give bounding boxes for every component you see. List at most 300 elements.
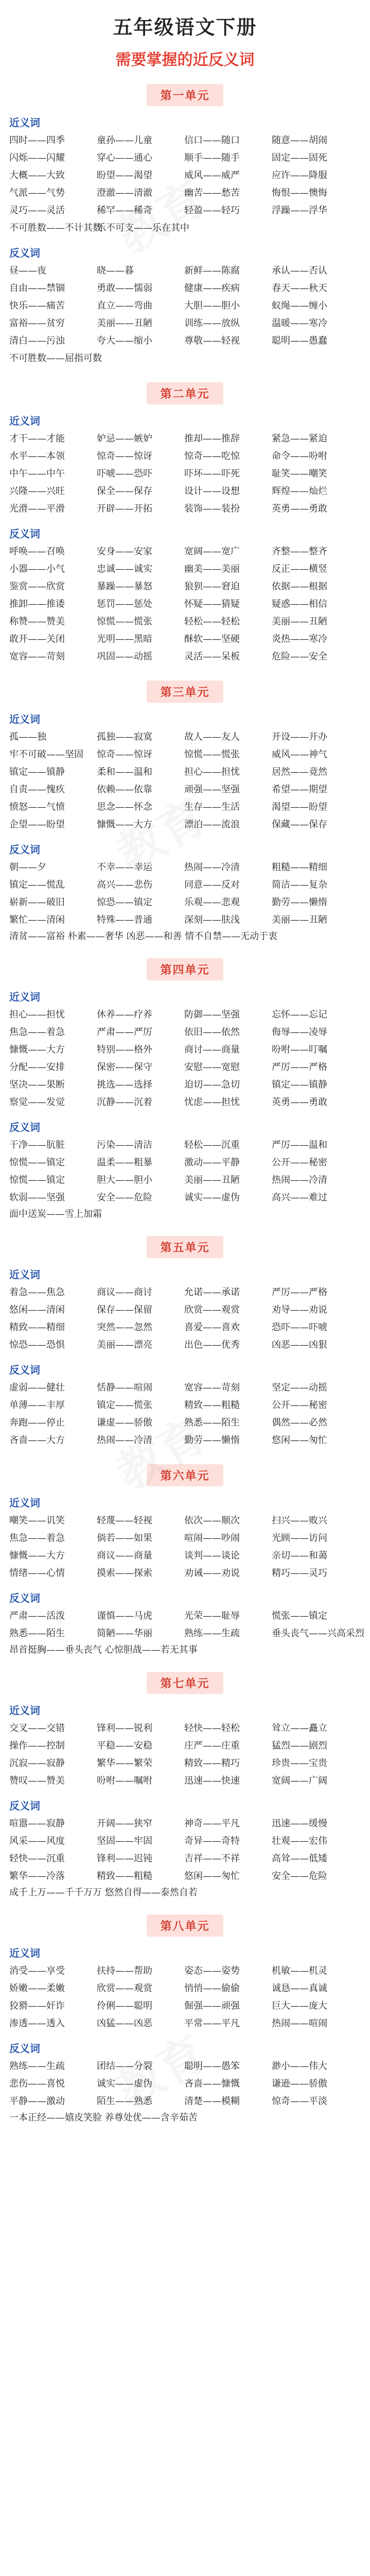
word-pair: 诚实——虚伪 (97, 2078, 152, 2089)
synonyms-label: 近义词 (9, 991, 40, 1003)
word-pair: 高耸——低矮 (272, 1853, 327, 1864)
word-pair: 劝诫——劝说 (184, 1568, 240, 1579)
word-pair: 轻盈——轻巧 (184, 205, 240, 216)
word-pair: 耻笑——嘲笑 (272, 468, 327, 479)
word-pair: 沉寂——寂静 (9, 1758, 65, 1769)
word-pair: 巩固——动摇 (97, 651, 152, 662)
word-pair: 软弱——坚强 (9, 1192, 65, 1203)
word-pair: 渴望——盼望 (272, 802, 327, 812)
word-pair: 奔跑——停止 (9, 1417, 65, 1428)
word-pair: 巨大——庞大 (272, 2001, 327, 2011)
word-pair: 公开——秘密 (272, 1157, 327, 1168)
antonyms-label: 反义词 (9, 2042, 40, 2055)
word-pair-list (9, 133, 361, 238)
word-pair-list (9, 1285, 361, 1354)
word-pair: 热闹——喧闹 (272, 2018, 327, 2029)
word-pair: 清楚——模糊 (184, 2096, 240, 2107)
word-pair: 不可胜数——屈指可数 (9, 353, 102, 364)
word-pair: 粗糙——精细 (272, 862, 327, 873)
word-pair: 熟悉——陌生 (9, 1628, 65, 1639)
word-pair: 水平——本领 (9, 451, 65, 462)
word-pair: 精致——粗糙 (97, 1871, 152, 1882)
word-pair: 光明——黑暗 (97, 634, 152, 645)
word-pair: 扶持——帮助 (97, 1965, 152, 1976)
word-pair: 珍贵——宝贵 (272, 1758, 327, 1769)
word-pair: 疑惑——相信 (272, 599, 327, 609)
word-pair: 热闹——冷清 (272, 1175, 327, 1185)
word-pair: 惊奇——平淡 (272, 2096, 327, 2107)
word-pair: 温暖——寒冷 (272, 318, 327, 329)
word-pair: 悠闲——匆忙 (272, 1435, 327, 1446)
unit-title: 第二单元 (147, 382, 223, 404)
word-pair: 简陋——华丽 (97, 1628, 152, 1639)
word-pair: 渗透——透入 (9, 2018, 65, 2029)
word-pair: 严厉——温和 (272, 1140, 327, 1150)
word-pair: 操作——控制 (9, 1740, 65, 1751)
word-pair-list (9, 1609, 364, 1643)
unit-header (9, 84, 361, 106)
word-pair: 健康——疾病 (184, 283, 240, 294)
word-pair: 胆大——胆小 (97, 1175, 152, 1185)
word-pair: 酥软——坚硬 (184, 634, 240, 645)
unit-header (9, 681, 361, 703)
word-pair: 保密——保守 (97, 1062, 152, 1073)
word-pair: 迅速——缓慢 (272, 1818, 327, 1829)
word-pair: 严厉——严格 (272, 1287, 327, 1298)
word-pair: 灵活——呆板 (184, 651, 240, 662)
word-pair: 迅速——快速 (184, 1775, 240, 1786)
word-pair: 威风——神气 (272, 749, 327, 760)
word-pair: 愤怒——气愤 (9, 802, 65, 812)
word-pair: 忘怀——忘记 (272, 1009, 327, 1020)
unit-section (9, 1672, 361, 1900)
word-pair: 装饰——装扮 (184, 503, 240, 514)
unit-section (9, 681, 361, 944)
word-pair: 依旧——依然 (184, 1027, 240, 1038)
extra-pairs: 昂首挺胸——垂头丧气 心惊胆战——若无其事 (9, 1645, 198, 1655)
word-pair: 喧闹——吵闹 (184, 1533, 240, 1544)
word-pair: 轻快——轻松 (184, 1723, 240, 1734)
word-pair: 惊慌——镇定 (9, 1175, 65, 1185)
antonyms-label: 反义词 (9, 1121, 40, 1133)
word-pair: 希望——期望 (272, 784, 327, 795)
word-pair: 穿心——通心 (97, 152, 152, 163)
word-pair: 小器——小气 (9, 564, 65, 574)
word-pair-list (9, 1514, 361, 1583)
word-pair: 澄澈——清澈 (97, 188, 152, 198)
word-pair: 闪烁——闪耀 (9, 152, 65, 163)
word-pair: 诚恳——真诚 (272, 1983, 327, 1994)
word-pair: 摸索——探索 (97, 1568, 152, 1579)
word-pair: 训练——放纵 (184, 318, 240, 329)
word-pair: 孤独——寂寞 (97, 732, 152, 742)
word-pair: 勤劳——懒惰 (272, 897, 327, 908)
word-pair: 焦急——着急 (9, 1027, 65, 1038)
word-pair: 崭新——破旧 (9, 897, 65, 908)
word-pair: 防御——坚强 (184, 1009, 240, 1020)
word-pair: 妒忌——嫉妒 (97, 433, 152, 444)
word-pair: 商讨——商量 (184, 1044, 240, 1055)
word-pair: 故人——友人 (184, 732, 240, 742)
word-pair: 伶俐——聪明 (97, 2001, 152, 2011)
word-pair: 恐吓——吓唬 (272, 1322, 327, 1333)
word-pair: 昼——夜 (9, 265, 46, 276)
word-pair-list (9, 860, 361, 929)
synonyms-label: 近义词 (9, 1268, 40, 1281)
word-pair: 着急——焦急 (9, 1287, 65, 1298)
word-pair: 出色——优秀 (184, 1340, 240, 1350)
word-pair: 察觉——发觉 (9, 1097, 65, 1108)
word-pair: 沉静——沉着 (97, 1097, 152, 1108)
word-pair: 偶然——必然 (272, 1417, 327, 1428)
word-pair: 锋利——锐利 (97, 1723, 152, 1734)
word-pair: 乐不可支——乐在其中 (97, 223, 189, 233)
unit-section (9, 382, 361, 666)
word-pair: 宽容——苛刻 (184, 1382, 240, 1393)
word-pair: 繁华——冷落 (9, 1871, 65, 1882)
word-pair: 悠闲——清闲 (9, 1304, 65, 1315)
word-pair: 风采——风度 (9, 1836, 65, 1846)
word-pair: 生存——生活 (184, 802, 240, 812)
word-pair: 快乐——痛苦 (9, 300, 65, 311)
word-pair: 夸大——缩小 (97, 335, 152, 346)
word-pair: 特别——格外 (97, 1044, 152, 1055)
word-pair: 倘若——如果 (97, 1533, 152, 1544)
word-pair: 平稳——安稳 (97, 1740, 152, 1751)
word-pair: 慌张——镇定 (272, 1611, 327, 1621)
word-pair: 慷慨——大方 (97, 819, 152, 830)
word-pair: 镇定——慌张 (97, 1400, 152, 1411)
word-pair: 乐观——悲观 (184, 897, 240, 908)
word-pair: 污染——清洁 (97, 1140, 152, 1150)
antonyms-label: 反义词 (9, 843, 40, 856)
word-pair: 恬静——喧闹 (97, 1382, 152, 1393)
word-pair: 光滑——平滑 (9, 503, 65, 514)
word-pair: 鉴赏——欣赏 (9, 581, 65, 592)
word-pair: 交叉——交错 (9, 1723, 65, 1734)
word-pair: 庄严——庄重 (184, 1740, 240, 1751)
word-pair: 侮辱——凌辱 (272, 1027, 327, 1038)
word-pair: 春天——秋天 (272, 283, 327, 294)
unit-title: 第三单元 (147, 681, 223, 703)
word-pair: 虚弱——健壮 (9, 1382, 65, 1393)
word-pair: 单薄——丰厚 (9, 1400, 65, 1411)
word-pair: 兴隆——兴旺 (9, 486, 65, 497)
word-pair: 挑选——选择 (97, 1079, 152, 1090)
word-pair: 宽阔——宽广 (184, 546, 240, 557)
word-pair: 允诺——承诺 (184, 1287, 240, 1298)
word-pair: 商议——商讨 (97, 1287, 152, 1298)
word-pair: 中午——中午 (9, 468, 65, 479)
antonyms-label: 反义词 (9, 1592, 40, 1604)
word-pair: 齐整——整齐 (272, 546, 327, 557)
word-pair: 英勇——勇敢 (272, 1097, 327, 1108)
word-pair: 灵巧——灵活 (9, 205, 65, 216)
word-pair: 谈判——谈论 (184, 1550, 240, 1561)
word-pair: 呼唤——召唤 (9, 546, 65, 557)
word-pair: 高兴——难过 (272, 1192, 327, 1203)
word-pair: 敢开——关闭 (9, 634, 65, 645)
word-pair: 柔和——温和 (97, 767, 152, 777)
word-pair: 开设——开办 (272, 732, 327, 742)
antonyms-label: 反义词 (9, 528, 40, 540)
word-pair: 吉祥——不祥 (184, 1853, 240, 1864)
word-pair: 忧虑——担忧 (184, 1097, 240, 1108)
word-pair: 辉煌——灿烂 (272, 486, 327, 497)
word-pair: 轻松——沉重 (184, 1140, 240, 1150)
word-pair: 富裕——贫穷 (9, 318, 65, 329)
word-pair: 开阔——狭窄 (97, 1818, 152, 1829)
word-pair: 严肃——严厉 (97, 1027, 152, 1038)
word-pair: 命令——吩咐 (272, 451, 327, 462)
word-pair: 凶恶——凶狠 (272, 1340, 327, 1350)
word-pair: 扫兴——败兴 (272, 1515, 327, 1526)
word-pair: 固定——固死 (272, 152, 327, 163)
word-pair: 美丽——丑陋 (184, 1175, 240, 1185)
antonyms-label: 反义词 (9, 1364, 40, 1376)
word-pair: 悲伤——喜悦 (9, 2078, 65, 2089)
word-pair: 顽强——坚强 (184, 784, 240, 795)
unit-header (9, 382, 361, 404)
word-pair: 狼狈——窘迫 (184, 581, 240, 592)
word-pair: 团结——分裂 (97, 2061, 152, 2072)
word-pair: 朝——夕 (9, 862, 46, 873)
word-pair: 渺小——伟大 (272, 2061, 327, 2072)
word-pair: 勇敢——懦弱 (97, 283, 152, 294)
word-pair: 美丽——漂亮 (97, 1340, 152, 1350)
word-pair: 娇嫩——柔嫩 (9, 1983, 65, 1994)
unit-section (9, 84, 361, 368)
word-pair: 平静——激动 (9, 2096, 65, 2107)
word-pair: 光荣——耻辱 (184, 1611, 240, 1621)
word-pair: 孤——独 (9, 732, 46, 742)
word-pair: 牢不可破——坚固 (9, 749, 83, 760)
word-pair: 企望——盼望 (9, 819, 65, 830)
word-pair: 美丽——丑陋 (272, 616, 327, 627)
word-pair: 吩咐——叮嘱 (272, 1044, 327, 1055)
synonyms-label: 近义词 (9, 415, 40, 427)
word-pair: 谦逊——骄傲 (272, 2078, 327, 2089)
unit-header (9, 1914, 361, 1937)
word-pair: 热闹——冷清 (97, 1435, 152, 1446)
word-pair: 惊慌——镇定 (9, 1157, 65, 1168)
word-pair: 童孙——儿童 (97, 135, 152, 146)
unit-title: 第七单元 (147, 1672, 223, 1694)
word-pair: 神奇——平凡 (184, 1818, 240, 1829)
word-pair: 吝啬——慷慨 (184, 2078, 240, 2089)
word-pair: 熟悉——陌生 (184, 1417, 240, 1428)
word-pair: 担心——担忧 (184, 767, 240, 777)
extra-pairs: 一本正经——嬉皮笑脸 养尊处优——含辛茹苦 (9, 2112, 198, 2123)
word-pair: 机敏——机灵 (272, 1965, 327, 1976)
word-pair: 吓坏——吓死 (184, 468, 240, 479)
word-pair: 美丽——丑陋 (97, 318, 152, 329)
word-pair: 猛烈——剧烈 (272, 1740, 327, 1751)
word-pair: 喧嚣——寂静 (9, 1818, 65, 1829)
word-pair: 锋利——迟钝 (97, 1853, 152, 1864)
word-pair: 轻松——轻松 (184, 616, 240, 627)
word-pair: 惊恐——恐惧 (9, 1340, 65, 1350)
unit-title: 第一单元 (147, 84, 223, 106)
word-pair: 安身——安家 (97, 546, 152, 557)
unit-section (9, 1914, 361, 2125)
unit-header (9, 958, 361, 980)
extra-pairs: 清贫——富裕 朴素——奢华 凶恶——和善 情不自禁——无动于衷 (9, 931, 278, 942)
word-pair: 怀疑——猜疑 (184, 599, 240, 609)
word-pair: 深刻——肤浅 (184, 914, 240, 925)
word-pair: 喜爱——喜欢 (184, 1322, 240, 1333)
word-pair-list (9, 1964, 361, 2033)
word-pair: 慷慨——大方 (9, 1044, 65, 1055)
word-pair: 轻蔑——轻视 (97, 1515, 152, 1526)
word-pair: 称赞——赞美 (9, 616, 65, 627)
word-pair: 吓唬——恐吓 (97, 468, 152, 479)
word-pair: 危险——安全 (272, 651, 327, 662)
word-pair: 镇定——慌乱 (9, 879, 65, 890)
word-pair: 开辟——开拓 (97, 503, 152, 514)
word-pair: 思念——怀念 (97, 802, 152, 812)
word-pair: 特殊——普通 (97, 914, 152, 925)
extra-pairs: 面中送炭——雪上加霜 (9, 1209, 102, 1219)
word-pair: 随意——胡闹 (272, 135, 327, 146)
word-pair: 垂头丧气——兴高采烈 (272, 1628, 364, 1639)
word-pair: 悄悄——偷偷 (184, 1983, 240, 1994)
word-pair: 欣赏——观赏 (184, 1304, 240, 1315)
word-pair: 威风——威严 (184, 170, 240, 181)
word-pair: 美丽——丑陋 (272, 914, 327, 925)
word-pair: 大胆——胆小 (184, 300, 240, 311)
word-pair: 蚁绳——缠小 (272, 300, 327, 311)
word-pair: 陌生——熟悉 (97, 2096, 152, 2107)
word-pair: 惊奇——惊讶 (97, 451, 152, 462)
word-pair: 精巧——灵巧 (272, 1568, 327, 1579)
word-pair: 幽美——美丽 (184, 564, 240, 574)
word-pair: 宽阔——广阔 (272, 1775, 327, 1786)
word-pair: 简洁——复杂 (272, 879, 327, 890)
word-pair: 迫切——急切 (184, 1079, 240, 1090)
synonyms-label: 近义词 (9, 1497, 40, 1509)
word-pair: 熟练——生疏 (184, 1628, 240, 1639)
word-pair-list (9, 545, 361, 666)
unit-title: 第五单元 (147, 1236, 223, 1258)
word-pair: 干净——肮脏 (9, 1140, 65, 1150)
word-pair: 惩罚——惩处 (97, 599, 152, 609)
word-pair: 反正——横竖 (272, 564, 327, 574)
word-pair: 暴躁——暴怒 (97, 581, 152, 592)
word-pair: 壮观——宏伟 (272, 1836, 327, 1846)
word-pair: 紧急——紧迫 (272, 433, 327, 444)
word-pair-list (9, 432, 361, 518)
page-title: 五年级语文下册 (113, 15, 257, 39)
word-pair: 慷慨——大方 (9, 1550, 65, 1561)
word-pair: 炎热——寒冷 (272, 634, 327, 645)
word-pair: 公开——秘密 (272, 1400, 327, 1411)
word-pair-list (9, 1008, 361, 1112)
word-pair: 新鲜——陈腐 (184, 265, 240, 276)
word-pair: 镇定——镇静 (9, 767, 65, 777)
word-pair: 轻快——沉重 (9, 1853, 65, 1864)
unit-header (9, 1464, 361, 1486)
word-pair: 保藏——保存 (272, 819, 327, 830)
word-pair: 奇异——奇特 (184, 1836, 240, 1846)
word-pair: 凶猛——凶恶 (97, 2018, 152, 2029)
word-pair: 勤劳——懒惰 (184, 1435, 240, 1446)
word-pair-list (9, 1721, 361, 1790)
units-container (0, 84, 370, 2125)
synonyms-label: 近义词 (9, 116, 40, 129)
word-pair: 精致——精细 (9, 1322, 65, 1333)
word-pair: 谨慎——马虎 (97, 1611, 152, 1621)
word-pair: 吩咐——嘱咐 (97, 1775, 152, 1786)
word-pair: 居然——竟然 (272, 767, 327, 777)
word-pair-list (9, 1381, 361, 1450)
header (0, 0, 370, 70)
word-pair: 惊恐——镇定 (97, 897, 152, 908)
word-pair: 依次——顺次 (184, 1515, 240, 1526)
word-pair: 严厉——严格 (272, 1062, 327, 1073)
word-pair: 惊慌——慌张 (184, 749, 240, 760)
word-pair: 赞叹——赞美 (9, 1775, 65, 1786)
word-pair: 聪明——愚蠢 (272, 335, 327, 346)
word-pair: 四时——四季 (9, 135, 65, 146)
word-pair: 坚定——动摇 (272, 1382, 327, 1393)
word-pair: 保全——保存 (97, 486, 152, 497)
word-pair: 才干——才能 (9, 433, 65, 444)
word-pair: 不幸——幸运 (97, 862, 152, 873)
word-pair: 聪明——愚笨 (184, 2061, 240, 2072)
word-pair: 承认——否认 (272, 265, 327, 276)
word-pair: 亲切——和蔼 (272, 1550, 327, 1561)
word-pair: 保存——保留 (97, 1304, 152, 1315)
word-pair: 安全——危险 (272, 1871, 327, 1882)
word-pair: 惊奇——惊讶 (97, 749, 152, 760)
word-pair: 分配——安排 (9, 1062, 65, 1073)
word-pair: 安全——危险 (97, 1192, 152, 1203)
word-pair: 平常——平凡 (184, 2018, 240, 2029)
word-pair: 大概——大致 (9, 170, 65, 181)
word-pair: 设计——设想 (184, 486, 240, 497)
synonyms-label: 近义词 (9, 1704, 40, 1717)
word-pair: 严肃——活泼 (9, 1611, 65, 1621)
synonyms-label: 近义词 (9, 713, 40, 725)
unit-title: 第六单元 (147, 1464, 223, 1486)
word-pair: 姿态——姿势 (184, 1965, 240, 1976)
word-pair: 幽苦——愁苦 (184, 188, 240, 198)
word-pair: 盼望——渴望 (97, 170, 152, 181)
word-pair: 清白——污浊 (9, 335, 65, 346)
word-pair: 倔强——顽强 (184, 2001, 240, 2011)
word-pair-list (9, 730, 361, 834)
word-pair: 精致——粗糙 (184, 1400, 240, 1411)
word-pair: 宽容——苛刻 (9, 651, 65, 662)
word-pair: 忠诚——诚实 (97, 564, 152, 574)
word-pair: 同意——反对 (184, 879, 240, 890)
word-pair: 自责——愧疚 (9, 784, 65, 795)
word-pair: 劝导——劝说 (272, 1304, 327, 1315)
unit-title: 第四单元 (147, 958, 223, 980)
word-pair: 担心——担忧 (9, 1009, 65, 1020)
unit-header (9, 1236, 361, 1258)
antonyms-label: 反义词 (9, 247, 40, 259)
word-pair: 不可胜数——不计其数 (9, 223, 102, 233)
word-pair: 焦急——着急 (9, 1533, 65, 1544)
word-pair: 高兴——悲伤 (97, 879, 152, 890)
word-pair-list (9, 2059, 361, 2111)
word-pair: 稀罕——稀奇 (97, 205, 152, 216)
word-pair: 休养——疗养 (97, 1009, 152, 1020)
extra-pairs: 成千上万——千千万万 悠然自得——泰然自若 (9, 1887, 198, 1898)
word-pair: 顺手——随手 (184, 152, 240, 163)
